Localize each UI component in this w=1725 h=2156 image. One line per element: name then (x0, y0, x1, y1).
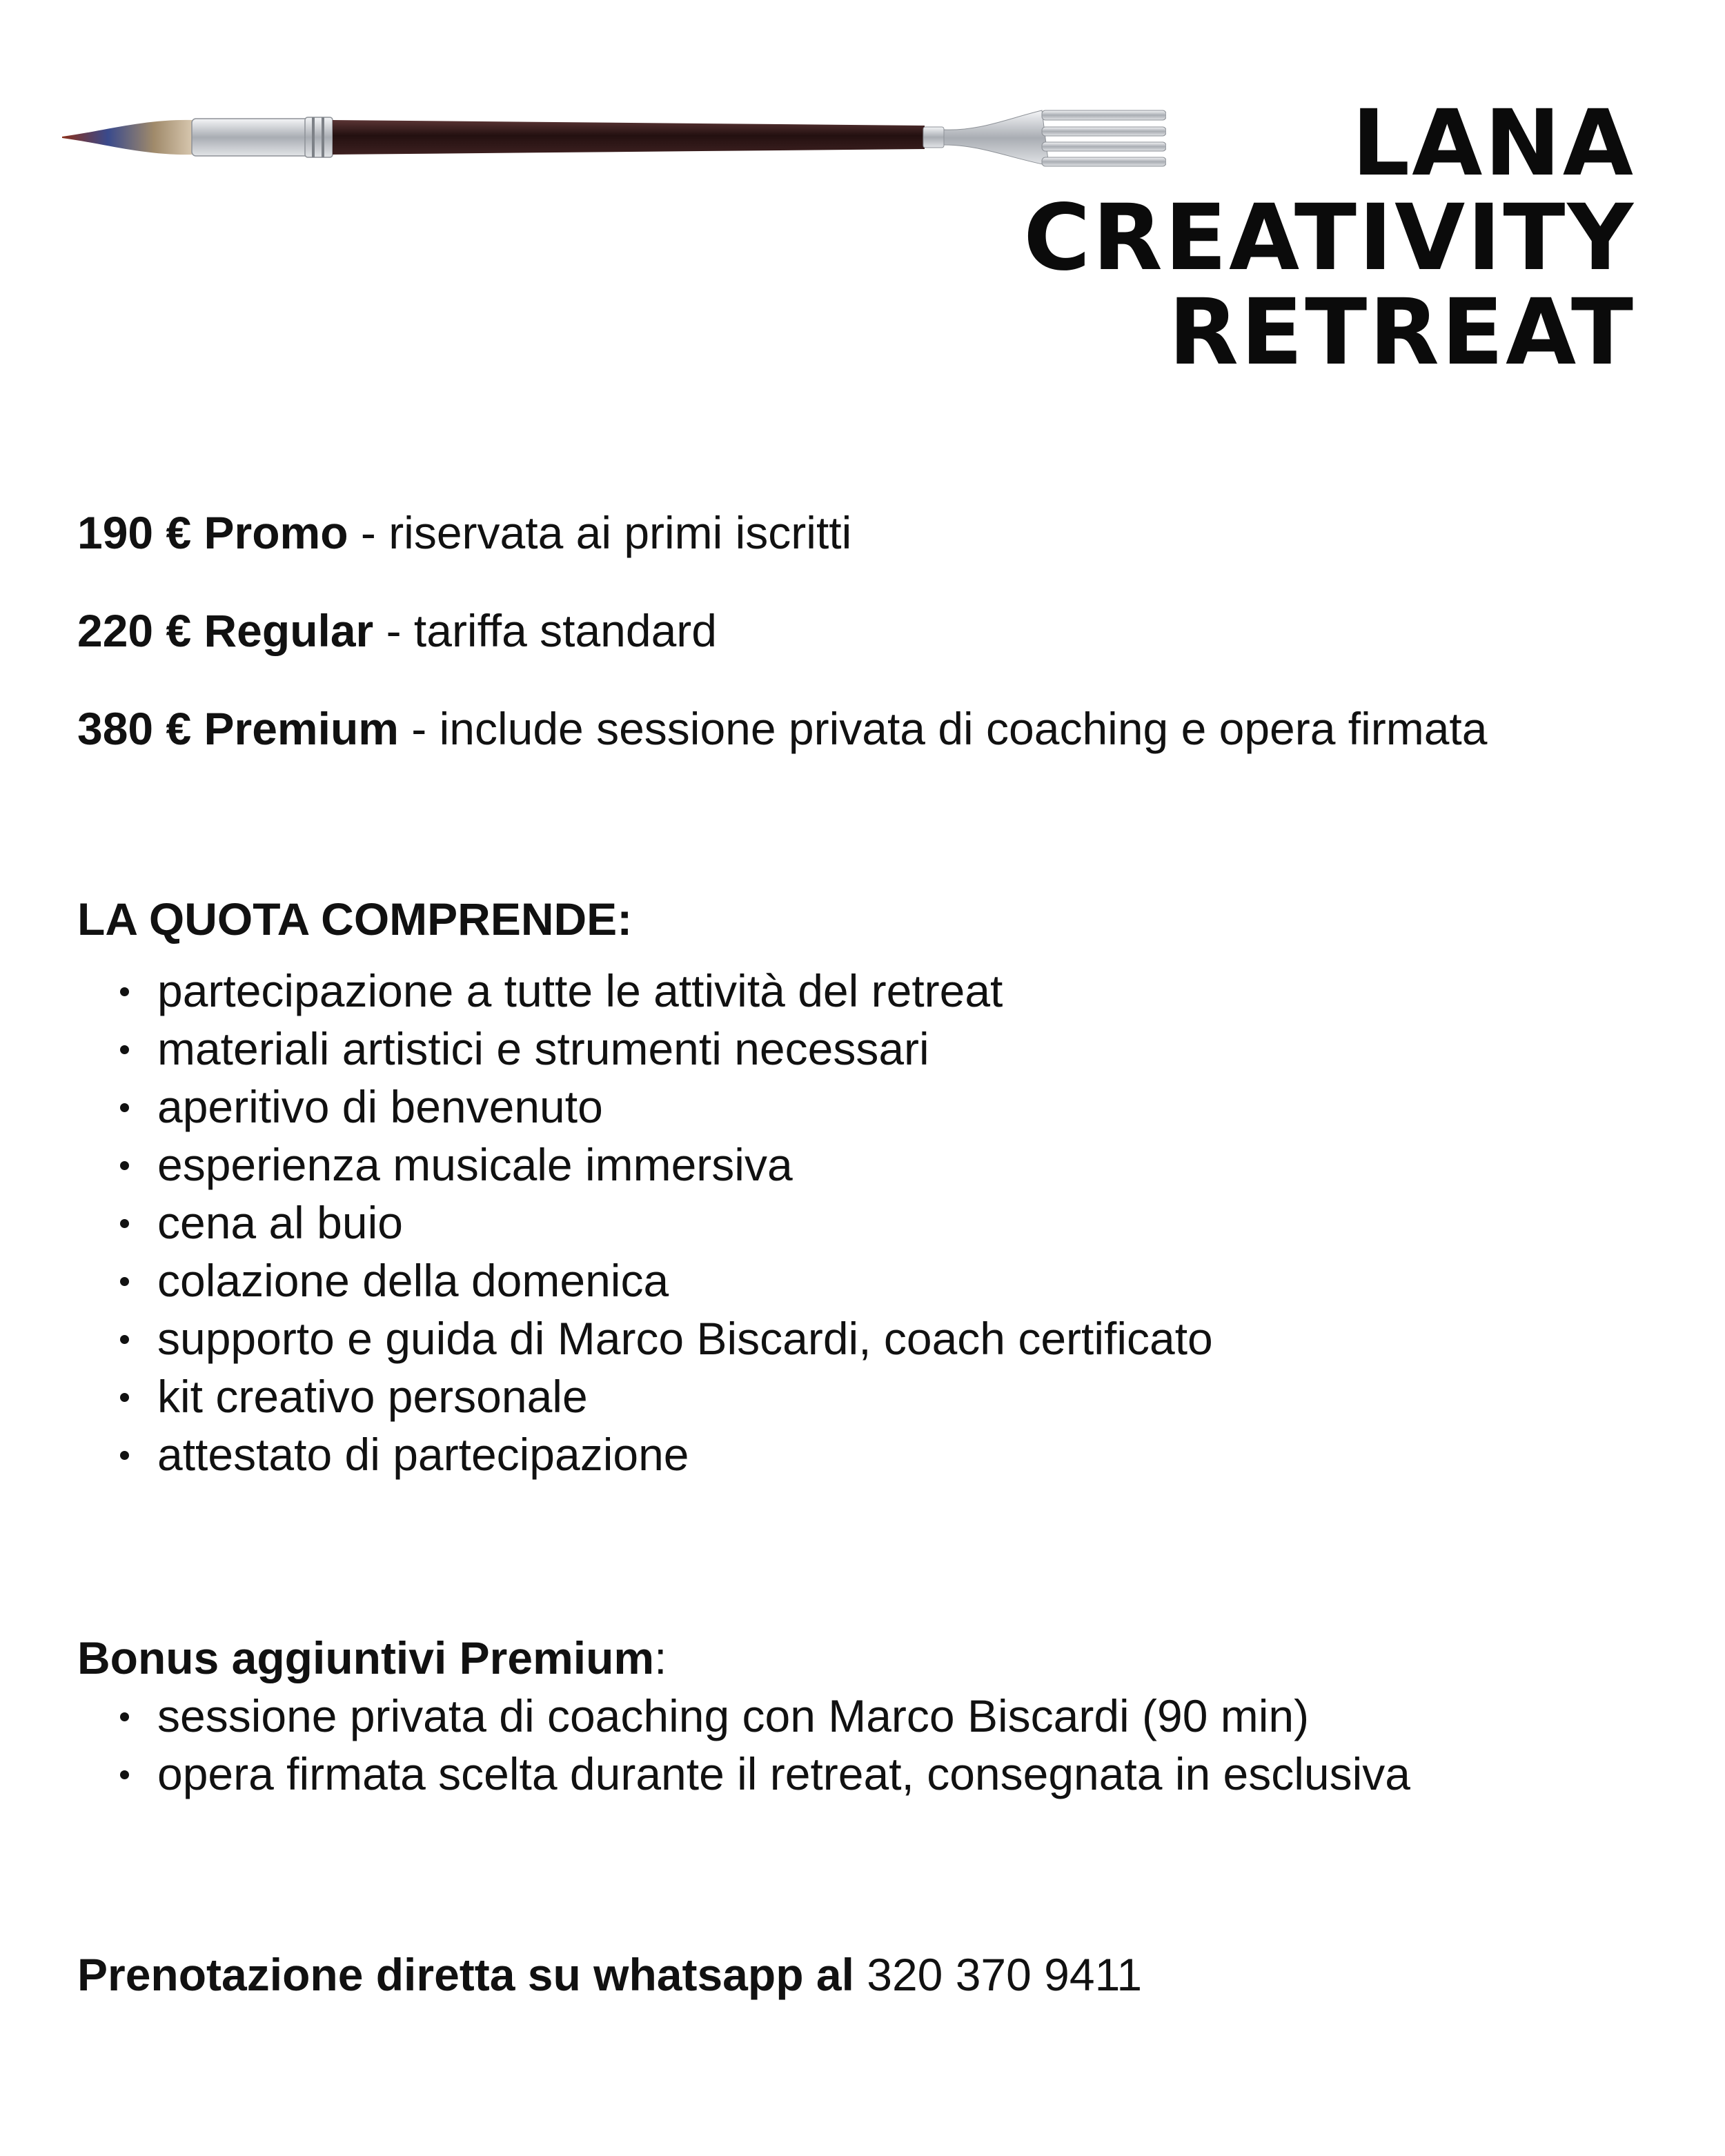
list-item (77, 1309, 1664, 1367)
title-line: LANA (1352, 90, 1635, 197)
bullet-icon (120, 987, 129, 996)
includes-title: LA QUOTA COMPRENDE: (77, 893, 633, 945)
list-item (77, 962, 1664, 1020)
list-item (77, 1194, 1664, 1252)
list-item-text: sessione privata di coaching con Marco Biscardi (90 min) (157, 1690, 1310, 1741)
price-amount: 190 € (77, 507, 192, 558)
includes-list (77, 962, 1664, 1483)
bullet-icon (120, 1277, 129, 1286)
price-amount: 380 € (77, 703, 192, 754)
list-item (77, 1367, 1664, 1425)
price-description: riservata ai primi iscritti (388, 507, 852, 558)
list-item (77, 1425, 1664, 1483)
price-separator: - (373, 605, 414, 656)
bullet-icon (120, 1393, 129, 1402)
bonus-section (77, 1630, 1664, 1803)
list-item-text: opera firmata scelta durante il retreat, consegnata in esclusiva (157, 1748, 1410, 1799)
price-row-promo (77, 505, 1664, 560)
pricing-list (77, 505, 1664, 799)
paintbrush-fork-icon (62, 103, 1166, 172)
list-item-text: aperitivo di benvenuto (157, 1081, 603, 1132)
bullet-icon (120, 1451, 129, 1460)
booking-label: Prenotazione diretta su whatsapp al (77, 1949, 854, 2000)
price-separator: - (348, 507, 389, 558)
list-item (77, 1136, 1664, 1194)
list-item-text: attestato di partecipazione (157, 1429, 689, 1480)
title-line: RETREAT (1168, 279, 1635, 386)
bullet-icon (120, 1045, 129, 1054)
list-item-text: partecipazione a tutte le attività del retreat (157, 965, 1003, 1016)
price-row-premium (77, 701, 1664, 756)
price-separator: - (398, 703, 440, 754)
bullet-icon (120, 1712, 129, 1721)
title-line: CREATIVITY (1023, 185, 1635, 291)
list-item (77, 1078, 1664, 1136)
price-tier: Promo (204, 507, 348, 558)
list-item-text: colazione della domenica (157, 1255, 669, 1306)
bullet-icon (120, 1335, 129, 1344)
bonus-list (77, 1687, 1664, 1803)
list-item (77, 1020, 1664, 1078)
price-amount: 220 € (77, 605, 192, 656)
bonus-title (77, 1630, 1664, 1685)
list-item-text: esperienza musicale immersiva (157, 1139, 793, 1190)
price-tier: Regular (204, 605, 374, 656)
price-description: include sessione privata di coaching e opera firmata (439, 703, 1488, 754)
price-description: tariffa standard (413, 605, 717, 656)
includes-section (77, 891, 1664, 1483)
bullet-icon (120, 1770, 129, 1779)
bullet-icon (120, 1161, 129, 1170)
booking-info (77, 1947, 1142, 2002)
list-item (77, 1745, 1664, 1803)
bullet-icon (120, 1103, 129, 1112)
booking-phone: 320 370 9411 (867, 1949, 1143, 2000)
list-item (77, 1687, 1664, 1745)
list-item-text: materiali artistici e strumenti necessari (157, 1023, 929, 1074)
page-title (1023, 90, 1635, 386)
list-item (77, 1252, 1664, 1309)
list-item-text: cena al buio (157, 1197, 403, 1248)
price-tier: Premium (204, 703, 399, 754)
list-item-text: supporto e guida di Marco Biscardi, coach certificato (157, 1313, 1213, 1364)
price-row-regular (77, 603, 1664, 658)
list-item-text: kit creativo personale (157, 1371, 588, 1422)
bonus-title-text: Bonus aggiuntivi Premium (77, 1632, 655, 1683)
bullet-icon (120, 1219, 129, 1228)
bonus-title-suffix: : (654, 1632, 667, 1683)
